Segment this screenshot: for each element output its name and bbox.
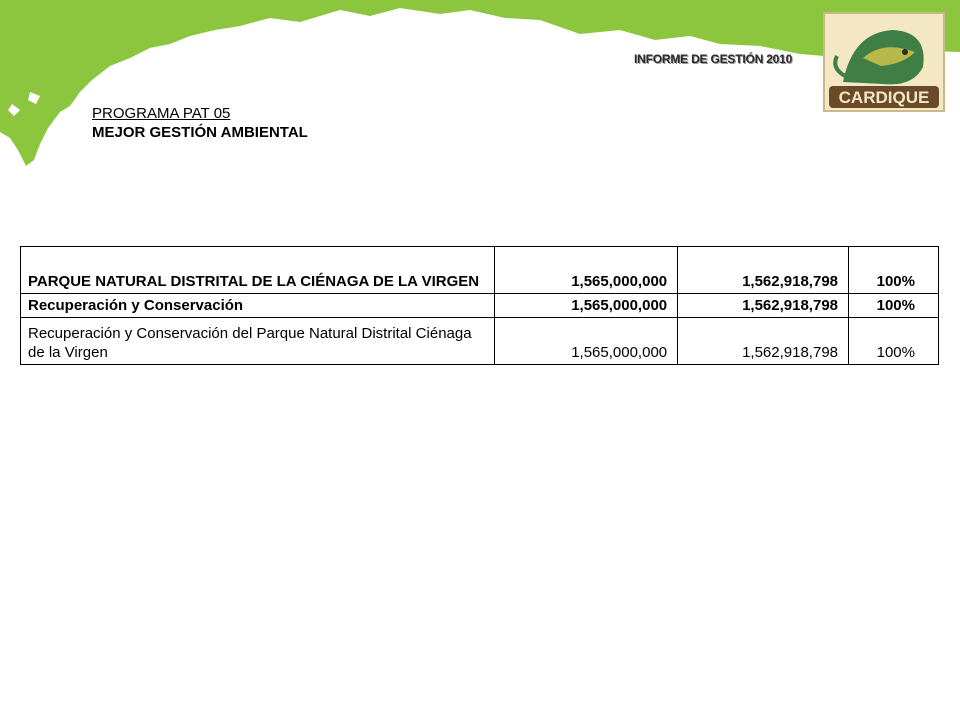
cardique-logo	[823, 12, 945, 112]
executed-value: 1,562,918,798	[678, 294, 849, 318]
header-banner	[0, 0, 960, 170]
budget-value: 1,565,000,000	[495, 318, 678, 365]
program-heading	[92, 104, 308, 142]
row-label: Recuperación y Conservación	[21, 294, 495, 318]
report-title: INFORME DE GESTIÓN 2010	[634, 52, 793, 66]
table-row	[21, 247, 939, 294]
table-row	[21, 318, 939, 365]
table-row	[21, 294, 939, 318]
program-code: PROGRAMA PAT 05	[92, 105, 231, 122]
row-label: PARQUE NATURAL DISTRITAL DE LA CIÉNAGA DE LA VIRGEN	[21, 247, 495, 294]
budget-value: 1,565,000,000	[495, 294, 678, 318]
executed-value: 1,562,918,798	[678, 247, 849, 294]
percent-value: 100%	[849, 247, 939, 294]
percent-value: 100%	[849, 318, 939, 365]
percent-value: 100%	[849, 294, 939, 318]
budget-value: 1,565,000,000	[495, 247, 678, 294]
budget-table	[20, 246, 939, 365]
row-label: Recuperación y Conservación del Parque Natural Distrital Ciénaga de la Virgen	[21, 318, 495, 365]
program-name: MEJOR GESTIÓN AMBIENTAL	[92, 124, 308, 141]
executed-value: 1,562,918,798	[678, 318, 849, 365]
logo-text: CARDIQUE	[838, 88, 930, 107]
